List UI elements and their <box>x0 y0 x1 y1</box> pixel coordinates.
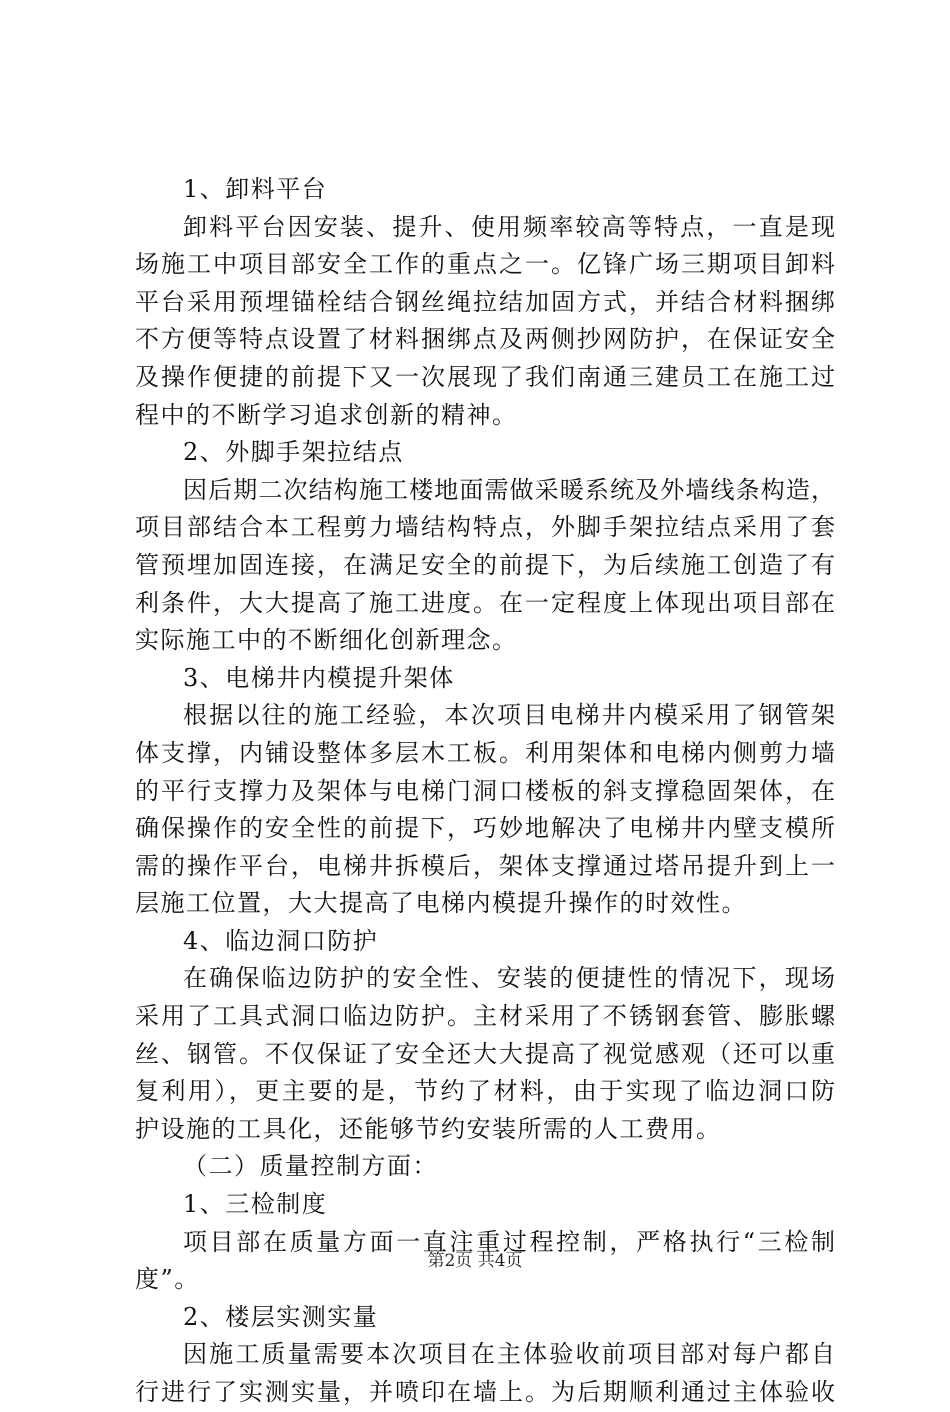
paragraph-line: 需的操作平台，电梯井拆模后，架体支撑通过塔吊提升到上一 <box>135 851 835 880</box>
heading-three-inspection-system: 1、三检制度 <box>183 1190 328 1219</box>
page-number-footer: 第2页 共4页 <box>427 1251 523 1271</box>
paragraph-line: 丝、钢管。不仅保证了安全还大大提高了视觉感观（还可以重 <box>135 1039 835 1068</box>
paragraph-line: 采用了工具式洞口临边防护。主材采用了不锈钢套管、膨胀螺 <box>135 1002 835 1031</box>
heading-edge-opening-protection: 4、临边洞口防护 <box>183 926 379 955</box>
paragraph-line: 项目部在质量方面一直注重过程控制，严格执行“三检制 <box>183 1227 835 1256</box>
paragraph-line: 因后期二次结构施工楼地面需做采暖系统及外墙线条构造， <box>183 475 835 504</box>
paragraph-line: 及操作便捷的前提下又一次展现了我们南通三建员工在施工过 <box>135 362 835 391</box>
paragraph-line: 场施工中项目部安全工作的重点之一。亿锋广场三期项目卸料 <box>135 250 835 279</box>
paragraph-line: 行进行了实测实量，并喷印在墙上。为后期顺利通过主体验收 <box>135 1378 835 1406</box>
paragraph-line: 在确保临边防护的安全性、安装的便捷性的情况下，现场 <box>183 964 835 993</box>
paragraph-line: 实际施工中的不断细化创新理念。 <box>135 626 518 655</box>
paragraph-line: 因施工质量需要本次项目在主体验收前项目部对每户都自 <box>183 1340 835 1369</box>
paragraph-line: 程中的不断学习追求创新的精神。 <box>135 400 518 429</box>
paragraph-line: 的平行支撑力及架体与电梯门洞口楼板的斜支撑稳固架体，在 <box>135 776 835 805</box>
paragraph-line: 层施工位置，大大提高了电梯内模提升操作的时效性。 <box>135 889 747 918</box>
paragraph-line: 管预埋加固连接，在满足安全的前提下，为后续施工创造了有 <box>135 550 835 579</box>
heading-quality-control: （二）质量控制方面： <box>183 1152 438 1181</box>
paragraph-line: 卸料平台因安装、提升、使用频率较高等特点，一直是现 <box>183 212 835 241</box>
paragraph-line: 根据以往的施工经验，本次项目电梯井内模采用了钢管架 <box>183 701 835 730</box>
paragraph-line: 确保操作的安全性的前提下，巧妙地解决了电梯井内壁支模所 <box>135 814 835 843</box>
paragraph-line: 不方便等特点设置了材料捆绑点及两侧抄网防护，在保证安全 <box>135 325 835 354</box>
paragraph-line: 利条件，大大提高了施工进度。在一定程度上体现出项目部在 <box>135 588 835 617</box>
paragraph-line: 体支撑，内铺设整体多层木工板。利用架体和电梯内侧剪力墙 <box>135 738 835 767</box>
paragraph-line: 度”。 <box>135 1265 200 1294</box>
paragraph-line: 护设施的工具化，还能够节约安装所需的人工费用。 <box>135 1114 722 1143</box>
heading-unloading-platform: 1、卸料平台 <box>183 175 328 203</box>
heading-elevator-shaft-frame: 3、电梯井内模提升架体 <box>183 663 455 692</box>
paragraph-line: 项目部结合本工程剪力墙结构特点，外脚手架拉结点采用了套 <box>135 513 835 542</box>
document-body <box>135 171 835 1412</box>
paragraph-line: 平台采用预埋锚栓结合钢丝绳拉结加固方式，并结合材料捆绑 <box>135 287 835 316</box>
heading-scaffold-tie-points: 2、外脚手架拉结点 <box>183 438 404 467</box>
paragraph-line: 复利用），更主要的是，节约了材料，由于实现了临边洞口防 <box>135 1077 835 1106</box>
heading-floor-measurement: 2、楼层实测实量 <box>183 1302 379 1331</box>
